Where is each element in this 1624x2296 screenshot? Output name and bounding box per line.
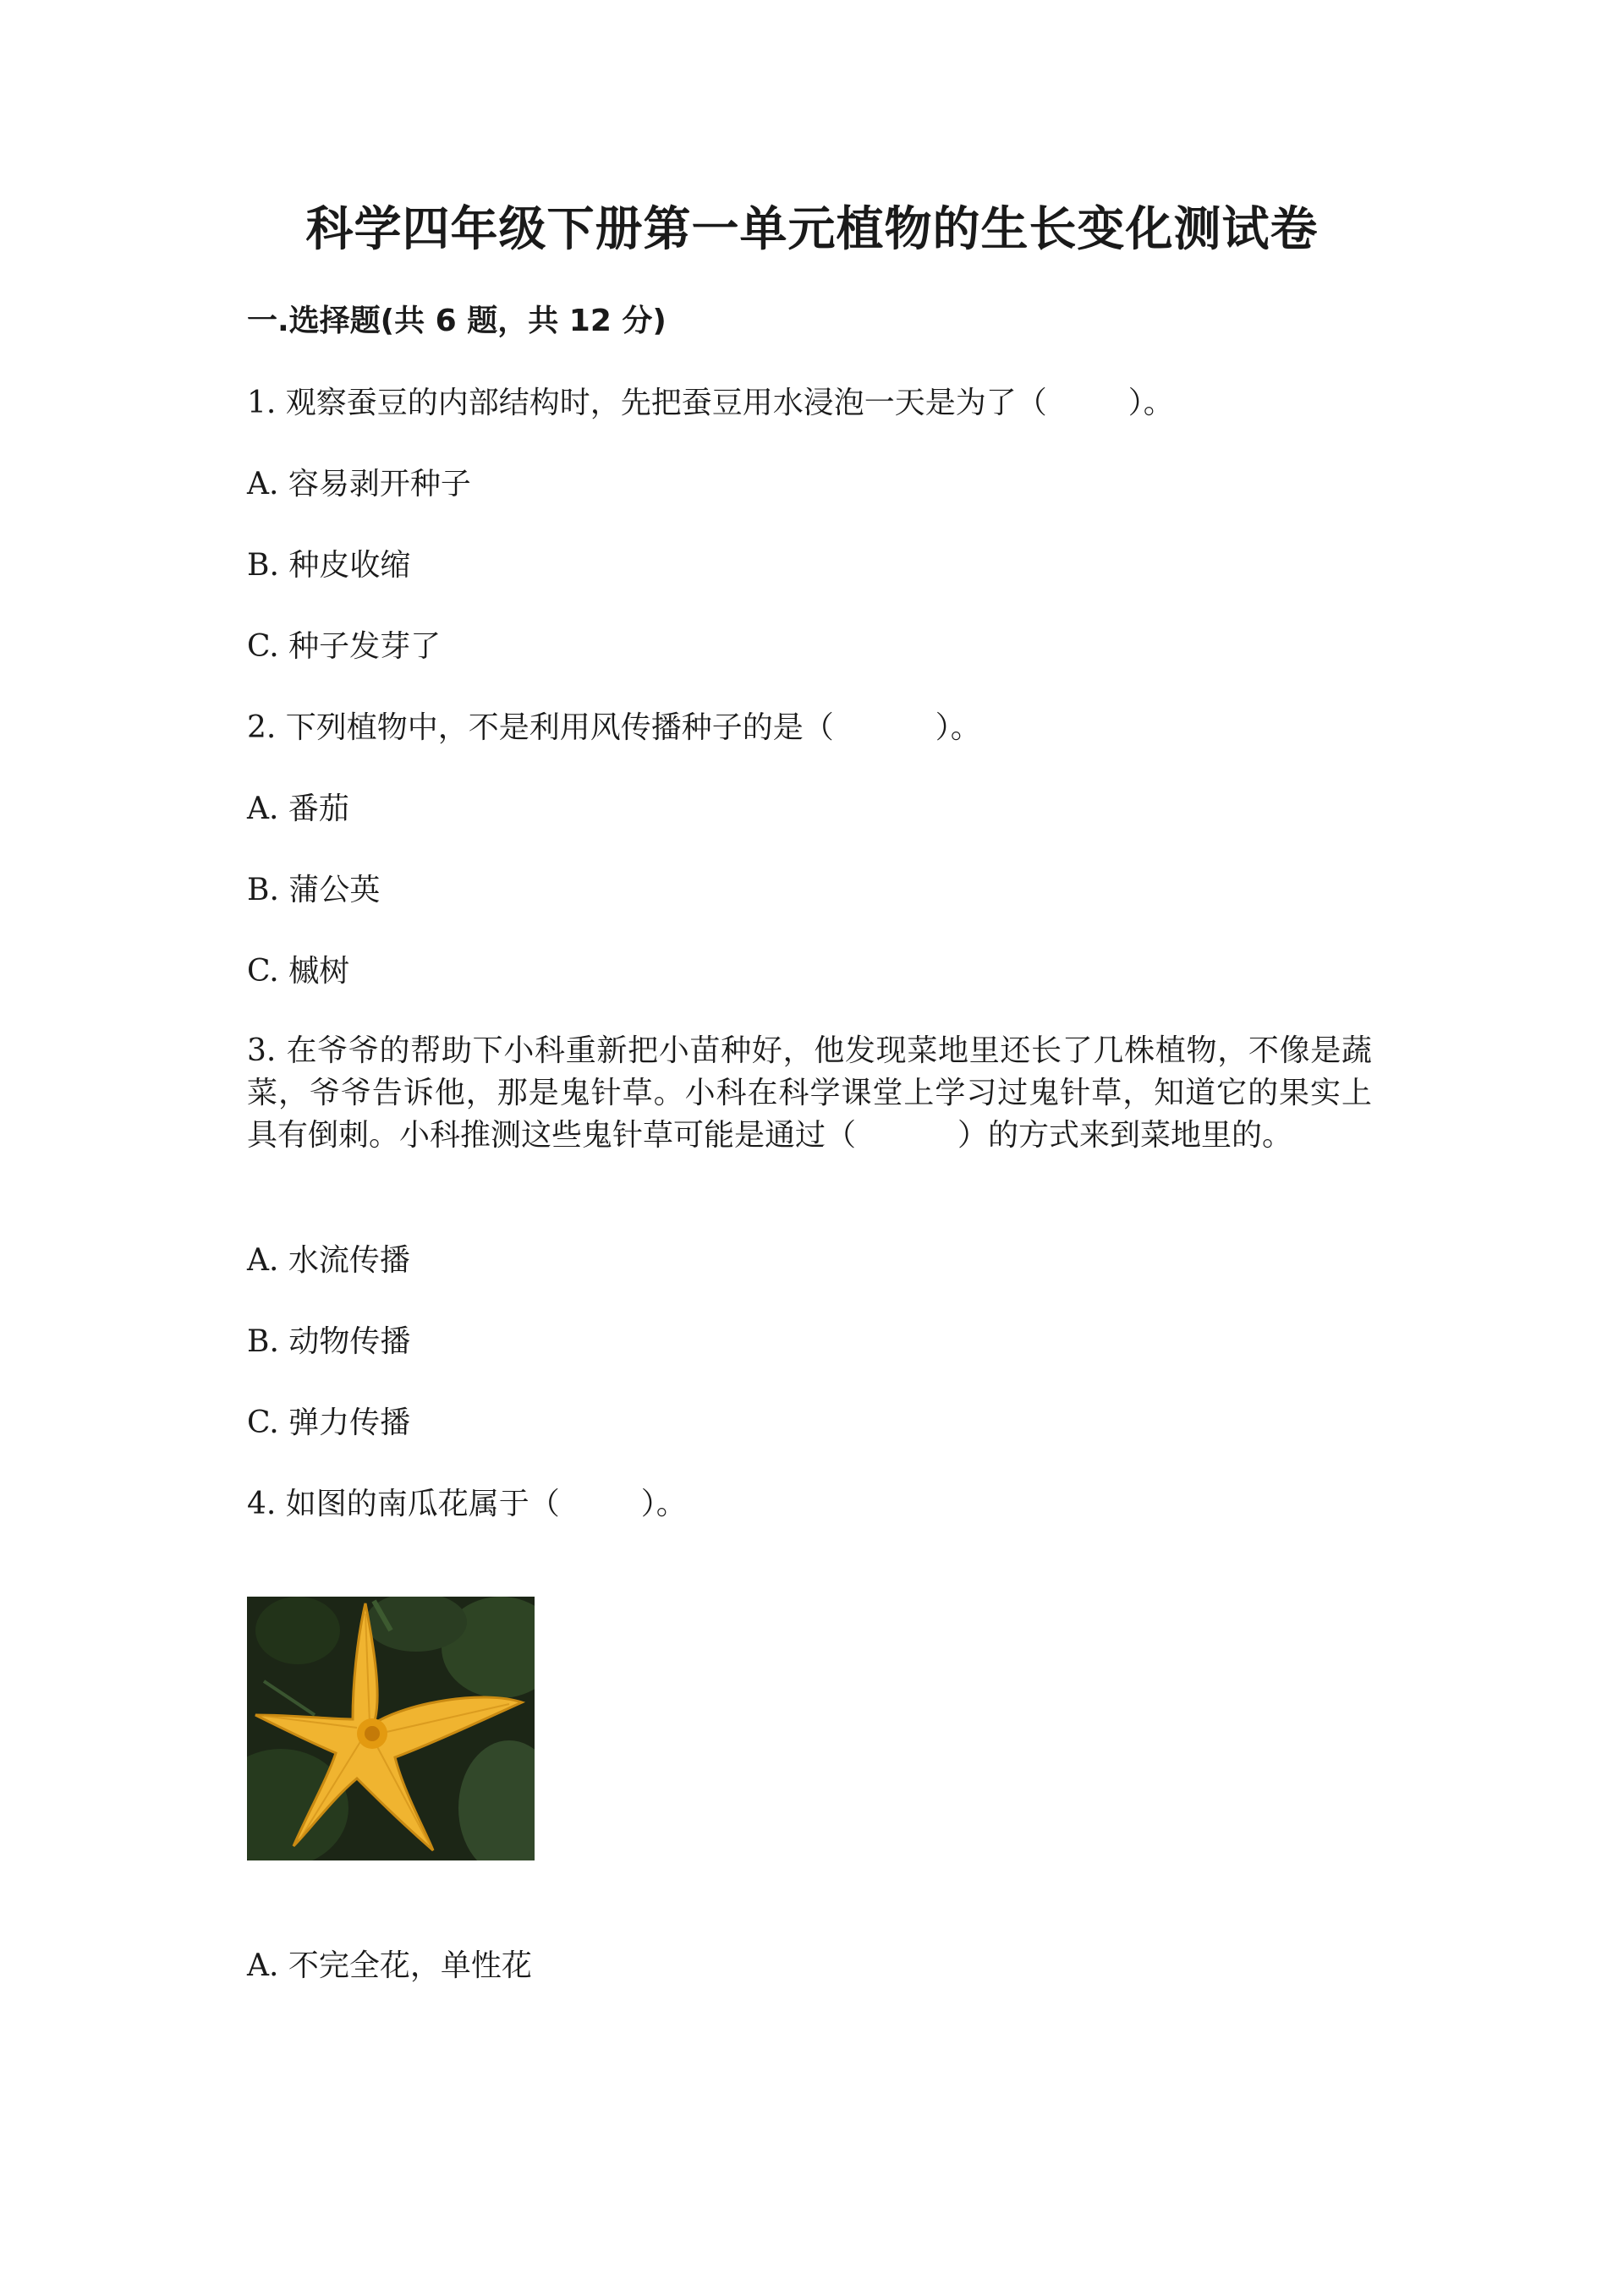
section-heading: 一.选择题(共 6 题，共 12 分) (247, 304, 667, 338)
question-3-option-b: B. 动物传播 (247, 1324, 411, 1359)
question-4-stem (247, 1483, 1380, 1526)
question-4-text: 4. 如图的南瓜花属于（ (247, 1487, 560, 1521)
question-3-option-a: A. 水流传播 (247, 1243, 410, 1278)
question-2-option-c: C. 槭树 (247, 954, 350, 989)
question-1-option-b: B. 种皮收缩 (247, 548, 411, 583)
question-4-close: ）。 (640, 1487, 687, 1521)
question-3-option-c: C. 弹力传播 (247, 1406, 411, 1440)
question-1-option-c: C. 种子发芽了 (247, 629, 442, 664)
flower-icon (247, 1597, 535, 1860)
question-1-stem (247, 382, 1380, 425)
question-1-close: ）。 (1127, 386, 1174, 420)
question-4-option-a: A. 不完全花，单性花 (247, 1948, 532, 1983)
question-3-text: 3. 在爷爷的帮助下小科重新把小苗种好，他发现菜地里还长了几株植物，不像是蔬菜，爷爷告诉他，那是鬼针草。小科在科学课堂上学习过鬼针草，知道它的果实上具有倒刺。小科推测这些鬼针草可能是通过（ (247, 1033, 1372, 1153)
question-3-close: ）的方式来到菜地里的。 (957, 1118, 1293, 1153)
question-2-option-a: A. 番茄 (247, 792, 349, 826)
page-title: 科学四年级下册第一单元植物的生长变化测试卷 (305, 202, 1319, 257)
question-3-stem (247, 1030, 1372, 1157)
question-2-close: ）。 (935, 710, 981, 745)
question-2-text: 2. 下列植物中，不是利用风传播种子的是（ (247, 710, 834, 745)
question-1-option-a: A. 容易剥开种子 (247, 467, 471, 501)
question-2-stem (247, 707, 1380, 749)
question-1-text: 1. 观察蚕豆的内部结构时，先把蚕豆用水浸泡一天是为了（ (247, 386, 1047, 420)
pumpkin-flower-photo (247, 1597, 535, 1860)
question-2-option-b: B. 蒲公英 (247, 873, 381, 907)
